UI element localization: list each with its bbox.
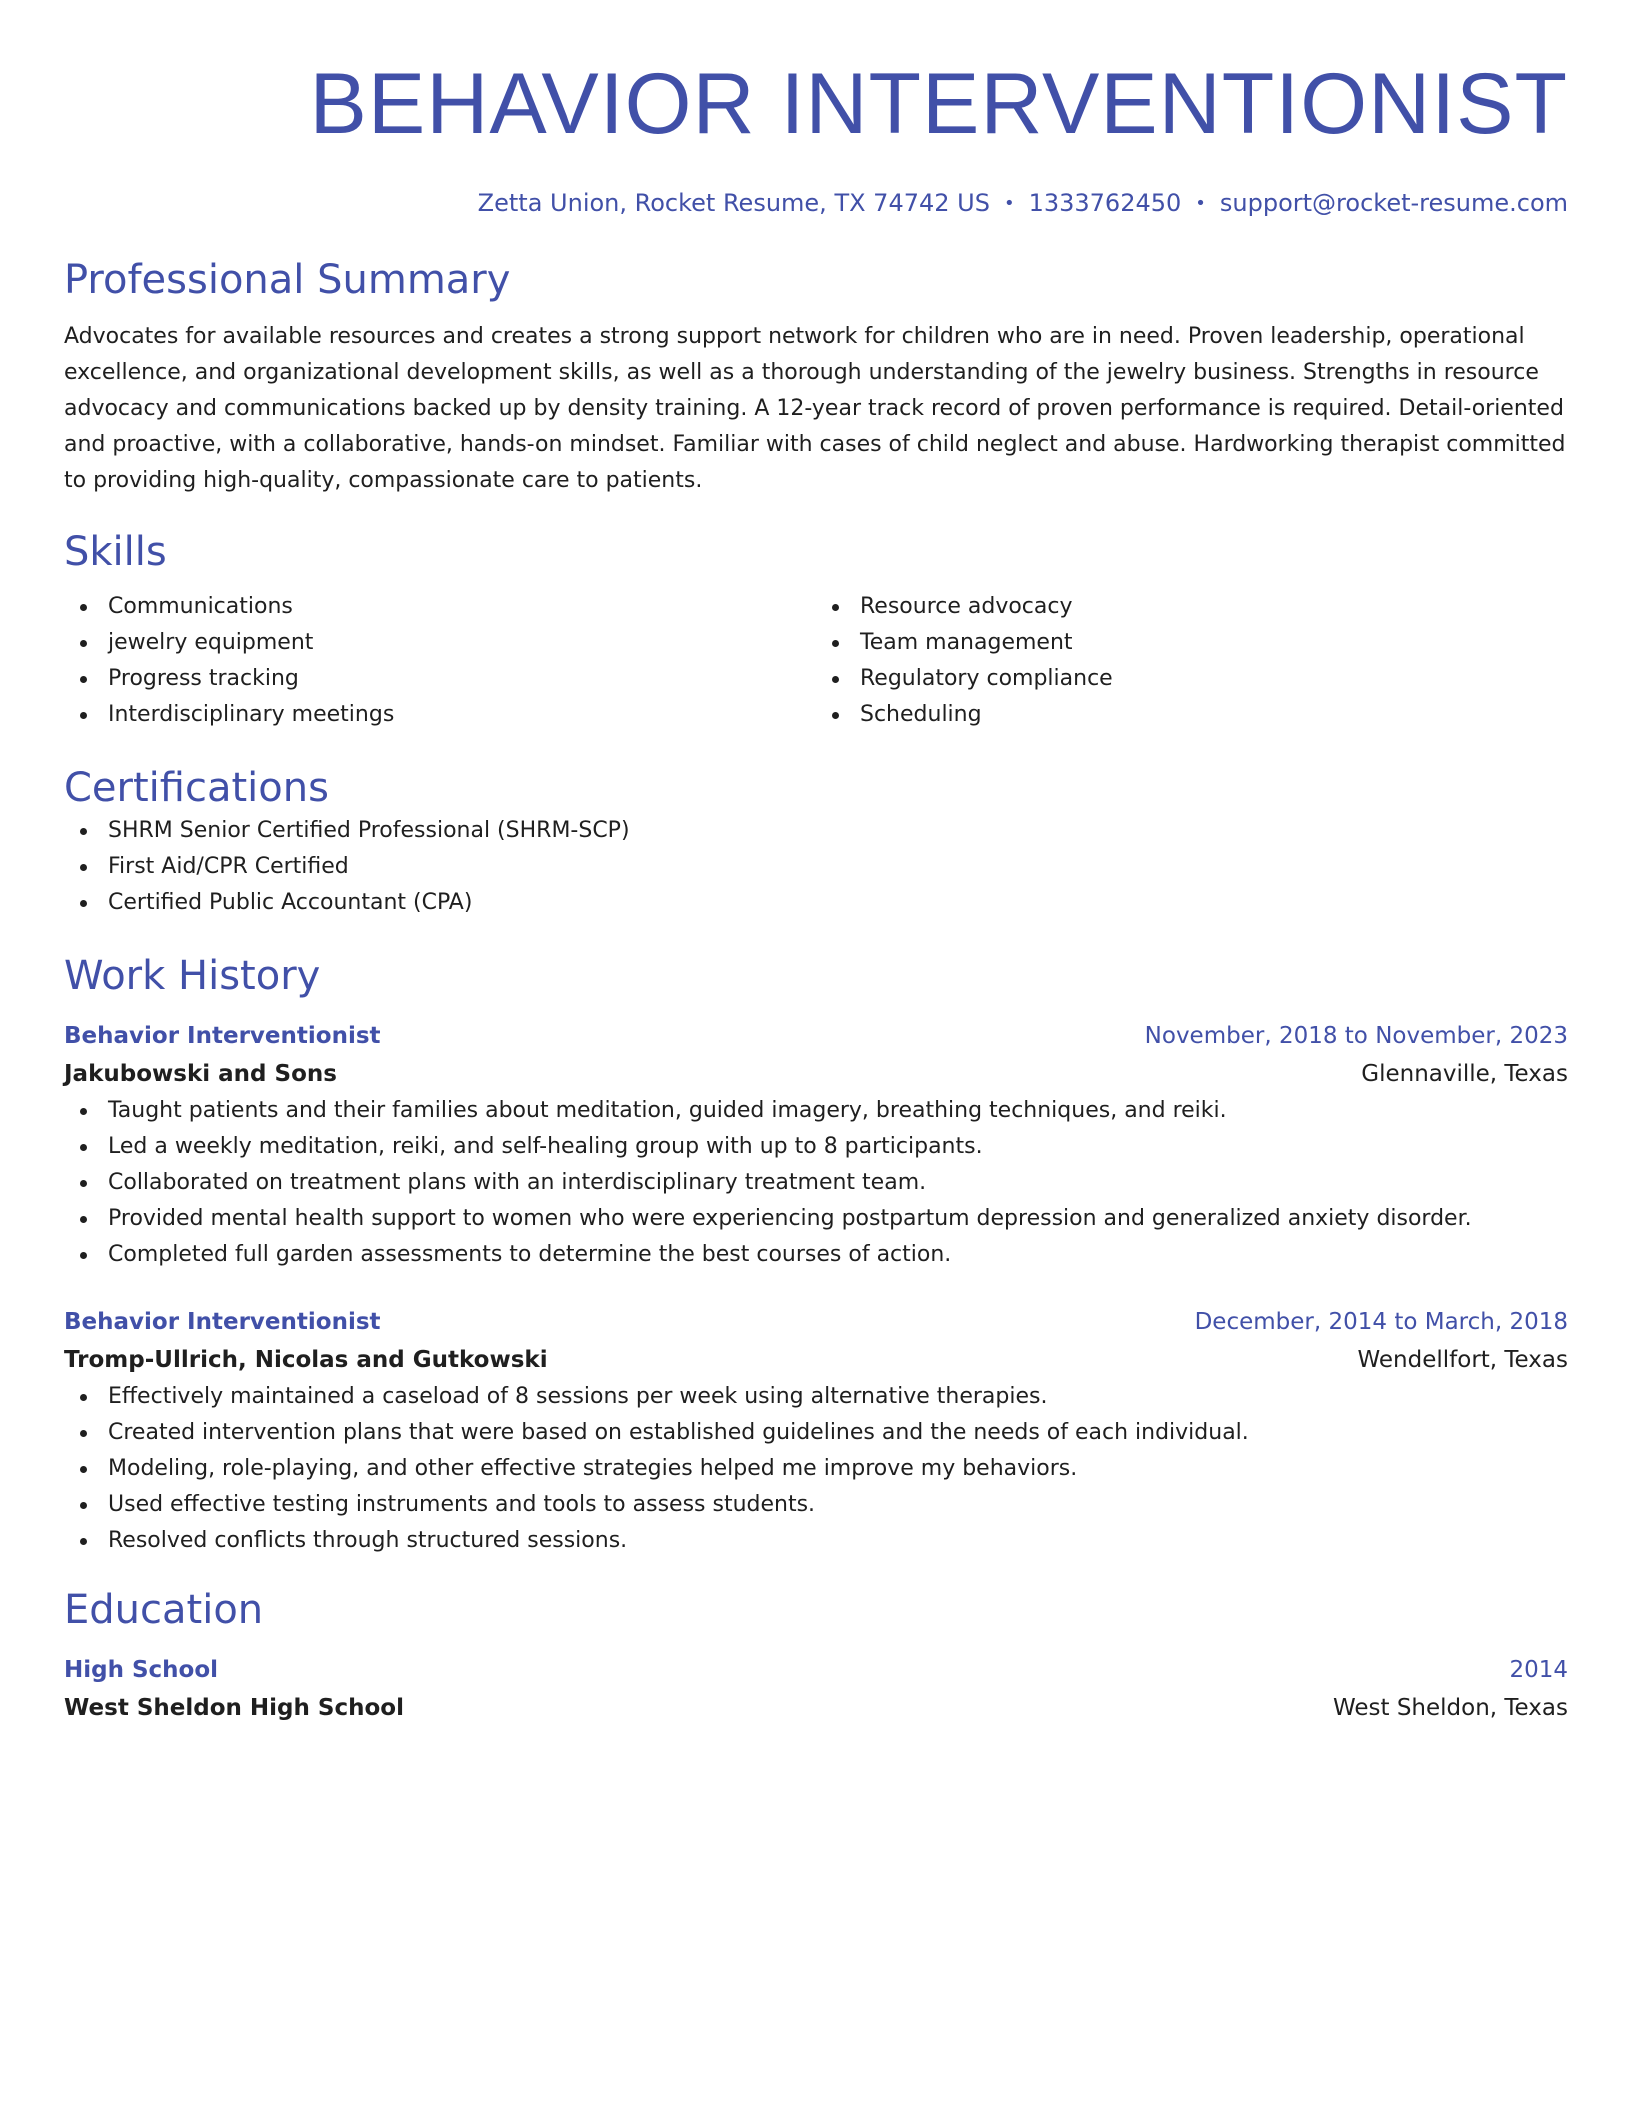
contact-address: Zetta Union, Rocket Resume, TX 74742 US — [477, 189, 990, 217]
job-bullet: Resolved conflicts through structured sessions. — [64, 1523, 1568, 1559]
education-year: 2014 — [1509, 1657, 1568, 1683]
skills-column-left — [64, 589, 816, 733]
job-bullet: Completed full garden assessments to determine the best courses of action. — [64, 1237, 1568, 1273]
contact-separator: • — [1003, 193, 1015, 214]
work-history-heading: Work History — [64, 953, 321, 999]
job-header-row — [64, 1017, 1568, 1055]
skills-grid — [64, 589, 1568, 733]
summary-text: Advocates for available resources and creates a strong support network for children who are in need. Proven leadership, operational excellence, and organizational development skills, as well as a thorough understanding of the jewelry business. Strengths in resource advocacy and communications backed up by density training. A 12-year track record of proven performance is required. Detail-oriented and proactive, with a collaborative, hands-on mindset. Familiar with cases of child neglect and abuse. Hardworking therapist committed to providing high-quality, compassionate care to patients. — [64, 324, 1566, 493]
job-bullets — [64, 1093, 1568, 1273]
skills-column-right — [816, 589, 1568, 733]
certifications-list — [64, 813, 1568, 921]
skill-item: Regulatory compliance — [816, 661, 1568, 697]
skill-item: Team management — [816, 625, 1568, 661]
skill-item: Communications — [64, 589, 816, 625]
certification-item: First Aid/CPR Certified — [64, 849, 1568, 885]
skills-list-right — [816, 589, 1568, 733]
job-bullet: Used effective testing instruments and tools to assess students. — [64, 1487, 1568, 1523]
skills-list-left — [64, 589, 816, 733]
education-entry — [64, 1651, 1568, 1727]
job-entry — [64, 1017, 1568, 1273]
contact-separator: • — [1195, 193, 1206, 214]
certifications-heading: Certifications — [64, 765, 329, 811]
job-bullets — [64, 1379, 1568, 1559]
job-bullet: Created intervention plans that were based on established guidelines and the needs of each individual. — [64, 1415, 1568, 1451]
contact-line — [64, 186, 1568, 221]
job-company-row — [64, 1341, 1568, 1379]
education-school-row — [64, 1689, 1568, 1727]
job-title: Behavior Interventionist — [64, 1023, 381, 1049]
job-bullet: Provided mental health support to women who were experiencing postpartum depression and generalized anxiety disorder. — [64, 1201, 1568, 1237]
job-bullet: Taught patients and their families about meditation, guided imagery, breathing techniques, and reiki. — [64, 1093, 1568, 1129]
job-company-row — [64, 1055, 1568, 1093]
certification-item: SHRM Senior Certified Professional (SHRM-SCP) — [64, 813, 1568, 849]
job-entry — [64, 1303, 1568, 1559]
skills-heading: Skills — [64, 529, 167, 575]
job-company: Tromp-Ullrich, Nicolas and Gutkowski — [64, 1347, 548, 1373]
job-company: Jakubowski and Sons — [64, 1061, 337, 1087]
skill-item: Interdisciplinary meetings — [64, 697, 816, 733]
job-dates: November, 2018 to November, 2023 — [1144, 1023, 1568, 1049]
summary-heading: Professional Summary — [64, 257, 511, 303]
contact-email[interactable]: support@rocket-resume.com — [1219, 189, 1568, 217]
skill-item: Scheduling — [816, 697, 1568, 733]
contact-phone: 1333762450 — [1028, 189, 1182, 217]
job-dates: December, 2014 to March, 2018 — [1194, 1309, 1568, 1335]
job-title: Behavior Interventionist — [64, 1309, 381, 1335]
education-location: West Sheldon, Texas — [1332, 1695, 1568, 1721]
job-bullet: Effectively maintained a caseload of 8 sessions per week using alternative therapies. — [64, 1379, 1568, 1415]
education-heading: Education — [64, 1587, 264, 1633]
job-bullet: Collaborated on treatment plans with an interdisciplinary treatment team. — [64, 1165, 1568, 1201]
skill-item: Resource advocacy — [816, 589, 1568, 625]
education-header-row — [64, 1651, 1568, 1689]
job-location: Glennaville, Texas — [1361, 1061, 1568, 1087]
job-bullet: Led a weekly meditation, reiki, and self-healing group with up to 8 participants. — [64, 1129, 1568, 1165]
skill-item: jewelry equipment — [64, 625, 816, 661]
certification-item: Certified Public Accountant (CPA) — [64, 885, 1568, 921]
education-school: West Sheldon High School — [64, 1695, 404, 1721]
job-header-row — [64, 1303, 1568, 1341]
candidate-name: BEHAVIOR INTERVENTIONIST — [309, 56, 1568, 152]
job-location: Wendellfort, Texas — [1357, 1347, 1568, 1373]
job-bullet: Modeling, role-playing, and other effective strategies helped me improve my behaviors. — [64, 1451, 1568, 1487]
education-degree: High School — [64, 1657, 219, 1683]
skill-item: Progress tracking — [64, 661, 816, 697]
